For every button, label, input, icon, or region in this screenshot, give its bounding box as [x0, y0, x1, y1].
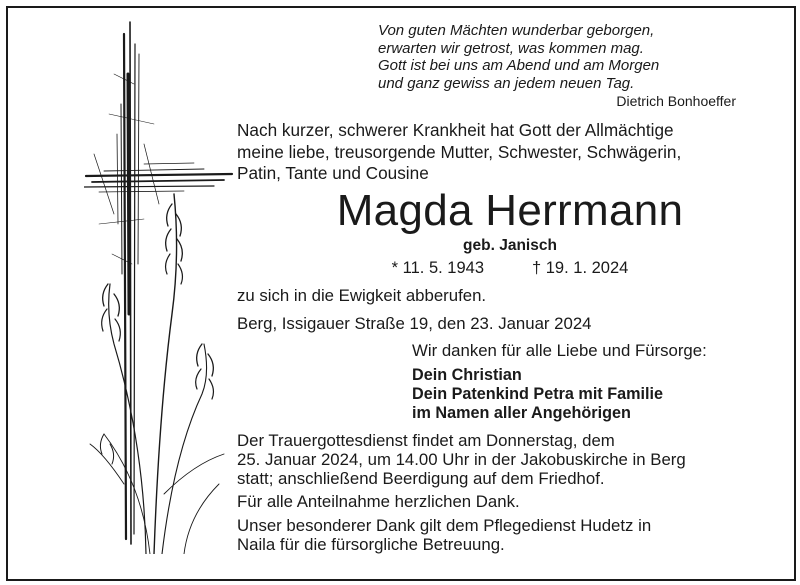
gratitude-text: Für alle Anteilnahme herzlichen Dank. [237, 492, 520, 511]
special-thanks [237, 516, 651, 554]
special-thanks-line: Naila für die fürsorgliche Betreuung. [237, 535, 505, 554]
intro-line: Nach kurzer, schwerer Krankheit hat Gott der Allmächtige [237, 120, 674, 140]
intro-line: meine liebe, treusorgende Mutter, Schwester, Schwägerin, [237, 141, 682, 162]
deceased-name: Magda Herrmann [336, 186, 684, 235]
cross-with-wheat-icon [84, 14, 234, 554]
life-dates [250, 259, 770, 278]
death-date: † 19. 1. 2024 [532, 259, 629, 277]
poem-line: Von guten Mächten wunderbar geborgen, [378, 22, 655, 39]
signers [412, 366, 663, 423]
poem-author: Dietrich Bonhoeffer [616, 93, 736, 109]
thanks-line: Wir danken für alle Liebe und Fürsorge: [412, 341, 707, 360]
intro-text [237, 120, 742, 185]
passed-text: zu sich in die Ewigkeit abberufen. [237, 286, 487, 305]
special-thanks-line: Unser besonderer Dank gilt dem Pflegedienst Hudetz in [237, 516, 652, 535]
service-line: Der Trauergottesdienst findet am Donnerstag, dem [237, 431, 615, 450]
place-date: Berg, Issigauer Straße 19, den 23. Januar 2024 [237, 314, 592, 333]
service-info [237, 431, 686, 488]
birth-name: geb. Janisch [463, 237, 557, 254]
service-line: statt; anschließend Beerdigung auf dem Friedhof. [237, 469, 605, 488]
poem [378, 22, 738, 92]
poem-line: Gott ist bei uns am Abend und am Morgen [378, 57, 660, 74]
signer: Dein Patenkind Petra mit Familie [412, 385, 663, 403]
poem-line: erwarten wir getrost, was kommen mag. [378, 39, 644, 57]
intro-line: Patin, Tante und Cousine [237, 163, 429, 183]
birth-date: * 11. 5. 1943 [391, 259, 484, 277]
signer: Dein Christian [412, 366, 522, 384]
poem-line: und ganz gewiss an jedem neuen Tag. [378, 74, 635, 92]
service-line: 25. Januar 2024, um 14.00 Uhr in der Jakobuskirche in Berg [237, 450, 686, 469]
signer: im Namen aller Angehörigen [412, 404, 631, 422]
